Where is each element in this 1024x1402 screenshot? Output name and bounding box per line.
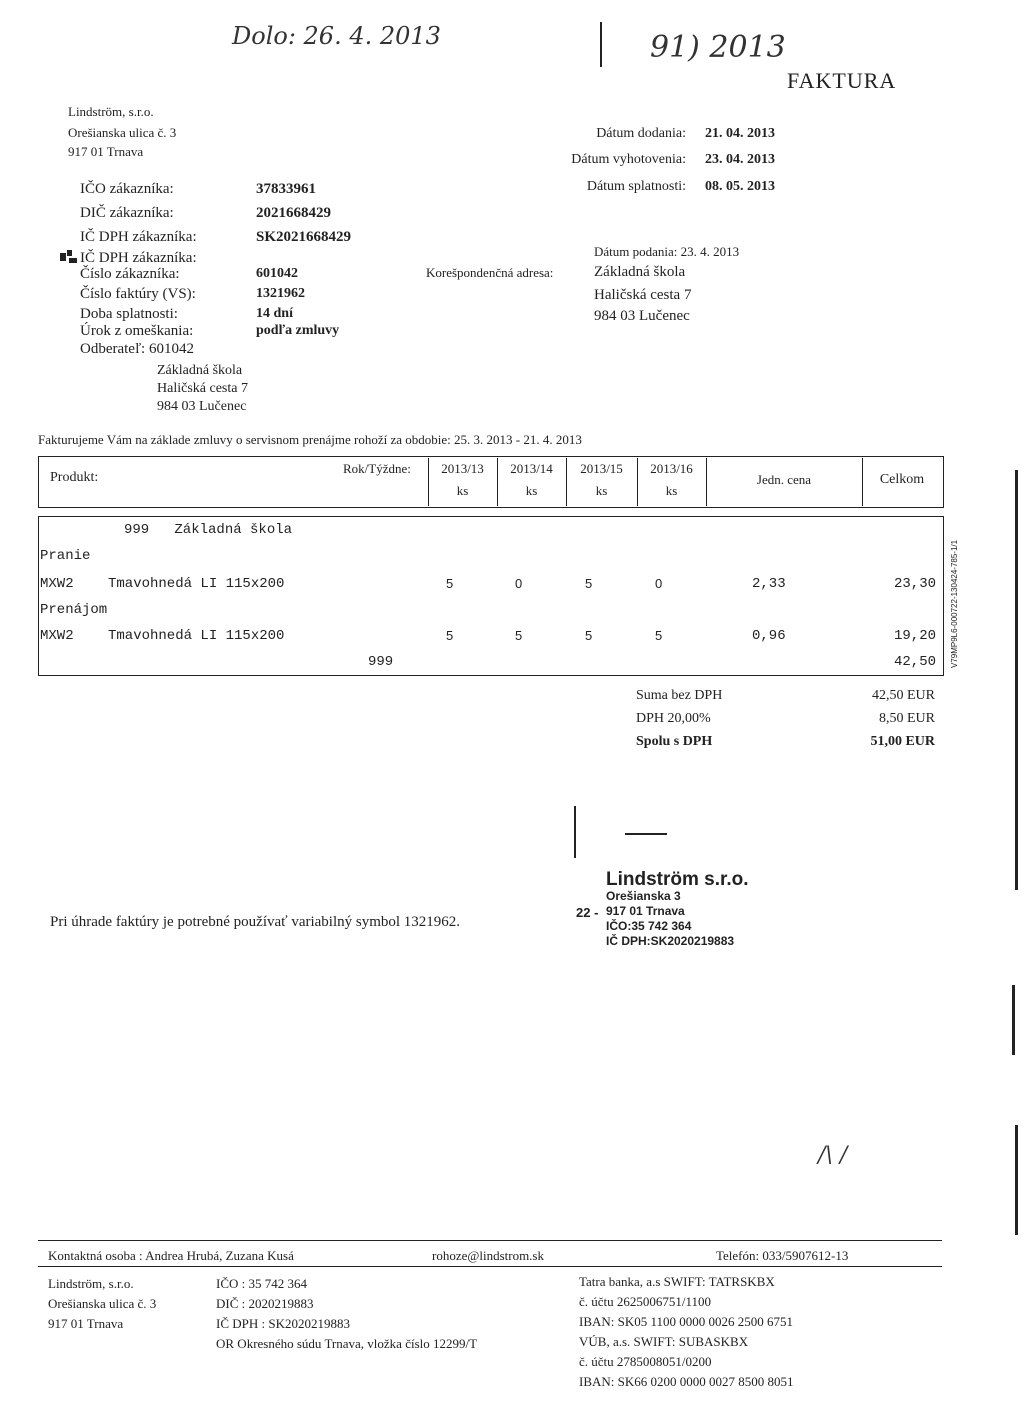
issue-date-value: 23. 04. 2013: [705, 152, 775, 167]
customer-icdph-label: IČ DPH zákazníka:: [80, 229, 197, 245]
vat-label: DPH 20,00%: [636, 711, 711, 726]
delivery-date-value: 21. 04. 2013: [705, 126, 775, 141]
correspondence-name: Základná škola: [594, 264, 686, 280]
correspondence-city: 984 03 Lučenec: [594, 308, 690, 324]
scan-edge-line: [1015, 470, 1018, 890]
net-label: Suma bez DPH: [636, 688, 723, 703]
payment-term-value: 14 dní: [256, 306, 293, 321]
correspondence-street: Haličská cesta 7: [594, 287, 692, 303]
footer-register: OR Okresného súdu Trnava, vložka číslo 12299/T: [216, 1336, 478, 1351]
handwritten-signature-mark: /\ /: [818, 1143, 848, 1168]
invoice-title: FAKTURA: [787, 68, 897, 93]
side-document-code: V79MP9L6-000722-130424-785-1/1: [950, 539, 959, 668]
footer-phone: Telefón: 033/5907612-13: [716, 1248, 849, 1263]
table-body: [38, 516, 944, 676]
handwritten-number-note: 91) 2013: [650, 30, 786, 65]
row2-qty-15: 5: [585, 628, 593, 643]
sum-total: 42,50: [893, 654, 936, 670]
footer-account-2: č. účtu 2785008051/0200: [579, 1354, 712, 1369]
customer-icdph2-label: IČ DPH zákazníka:: [80, 250, 197, 266]
due-date-value: 08. 05. 2013: [705, 179, 775, 194]
customer-icdph-value: SK2021668429: [256, 229, 352, 245]
stamp-city: 917 01 Trnava: [606, 904, 685, 918]
footer-mid-rule: [38, 1266, 942, 1267]
scan-edge-line: [1012, 985, 1015, 1055]
late-interest-label: Úrok z omeškania:: [80, 323, 194, 339]
scan-smudge-mark: [60, 250, 78, 264]
row1-description: Tmavohnedá LI 115x200: [108, 576, 285, 592]
customer-ico-label: IČO zákazníka:: [80, 181, 174, 197]
footer-dic: DIČ : 2020219883: [216, 1296, 314, 1311]
footer-contact: Kontaktná osoba : Andrea Hrubá, Zuzana Kusá: [48, 1248, 294, 1263]
stamp-company-name: Lindström s.r.o.: [606, 869, 749, 890]
footer-company-street: Orešianska ulica č. 3: [48, 1296, 157, 1311]
header-total: Celkom: [879, 472, 925, 487]
scan-line-mark: [574, 806, 576, 858]
correspondence-label: Korešpondenčná adresa:: [426, 265, 554, 280]
payment-note: Pri úhrade faktúry je potrebné používať variabilný symbol 1321962.: [50, 914, 461, 930]
customer-number-label: Číslo zákazníka:: [80, 266, 180, 282]
stamp-street: Orešianska 3: [606, 889, 681, 903]
stamp-ico: IČO:35 742 364: [606, 919, 692, 933]
seller-name: Lindström, s.r.o.: [68, 104, 154, 119]
footer-email: rohoze@lindstrom.sk: [432, 1248, 544, 1263]
header-unit: ks: [595, 483, 608, 498]
late-interest-value: podľa zmluvy: [256, 323, 340, 338]
scan-edge-line: [1015, 1125, 1018, 1235]
row2-code: MXW2: [40, 628, 74, 644]
header-product: Produkt:: [50, 470, 99, 485]
handwritten-date-note: Dolo: 26. 4. 2013: [232, 22, 441, 50]
buyer-city: 984 03 Lučenec: [157, 399, 247, 414]
row1-code: MXW2: [40, 576, 74, 592]
row2-qty-16: 5: [655, 628, 663, 643]
invoice-number-label: Číslo faktúry (VS):: [80, 286, 196, 302]
billing-period-text: Fakturujeme Vám na základe zmluvy o servisnom prenájme rohoží za obdobie: 25. 3. 2013 - 21. 4. 2013: [38, 432, 582, 447]
delivery-date-label: Dátum dodania:: [596, 126, 686, 141]
footer-account-1: č. účtu 2625006751/1100: [579, 1294, 712, 1309]
row2-description: Tmavohnedá LI 115x200: [108, 628, 285, 644]
payment-term-label: Doba splatnosti:: [80, 306, 178, 322]
header-week-13: 2013/13: [441, 461, 484, 476]
seller-city: 917 01 Trnava: [68, 144, 144, 159]
footer-ico: IČO : 35 742 364: [216, 1276, 307, 1291]
customer-line: 999 Základná škola: [124, 522, 293, 538]
footer-iban-1: IBAN: SK05 1100 0000 0026 2500 6751: [579, 1314, 794, 1329]
footer-icdph: IČ DPH : SK2020219883: [216, 1316, 350, 1331]
vat-value: 8,50 EUR: [879, 711, 935, 726]
header-unit: ks: [665, 483, 678, 498]
buyer-label: Odberateľ: 601042: [80, 341, 194, 357]
row1-total: 23,30: [893, 576, 936, 592]
due-date-label: Dátum splatnosti:: [586, 179, 686, 194]
header-year-week: Rok/Týždne:: [343, 461, 411, 476]
invoice-number-value: 1321962: [256, 286, 305, 301]
customer-ico-value: 37833961: [256, 181, 316, 197]
customer-dic-value: 2021668429: [256, 205, 331, 221]
row2-qty-14: 5: [515, 628, 523, 643]
footer-company-city: 917 01 Trnava: [48, 1316, 124, 1331]
stamp-prefix: 22 -: [576, 905, 599, 920]
row1-qty-13: 5: [446, 576, 454, 591]
row1-unit-price: 2,33: [752, 576, 786, 592]
row1-qty-16: 0: [655, 576, 663, 591]
issue-date-label: Dátum vyhotovenia:: [571, 152, 686, 167]
submit-date: Dátum podania: 23. 4. 2013: [594, 244, 740, 259]
footer-top-rule: [38, 1240, 942, 1241]
row2-unit-price: 0,96: [752, 628, 786, 644]
row1-qty-15: 5: [585, 576, 593, 591]
header-week-14: 2013/14: [510, 461, 553, 476]
row2-total: 19,20: [893, 628, 936, 644]
row1-qty-14: 0: [515, 576, 523, 591]
buyer-name: Základná škola: [157, 363, 243, 378]
header-unit-price: Jedn. cena: [756, 472, 812, 487]
buyer-street: Haličská cesta 7: [157, 381, 248, 396]
top-tick-mark: [600, 22, 602, 67]
gross-value: 51,00 EUR: [870, 734, 935, 749]
header-week-16: 2013/16: [650, 461, 693, 476]
seller-street: Orešianska ulica č. 3: [68, 125, 177, 140]
net-value: 42,50 EUR: [872, 688, 935, 703]
footer-bank-2: VÚB, a.s. SWIFT: SUBASKBX: [579, 1334, 749, 1349]
footer-company-name: Lindström, s.r.o.: [48, 1276, 134, 1291]
scan-line-mark: [625, 833, 667, 835]
footer-bank-1: Tatra banka, a.s SWIFT: TATRSKBX: [579, 1274, 775, 1289]
section-rental: Prenájom: [40, 602, 108, 618]
gross-label: Spolu s DPH: [636, 734, 713, 749]
section-washing: Pranie: [40, 548, 91, 564]
row2-qty-13: 5: [446, 628, 454, 643]
customer-number-value: 601042: [256, 266, 298, 281]
sum-code: 999: [368, 654, 394, 670]
header-unit: ks: [525, 483, 538, 498]
header-unit: ks: [456, 483, 469, 498]
customer-dic-label: DIČ zákazníka:: [80, 205, 174, 221]
footer-iban-2: IBAN: SK66 0200 0000 0027 8500 8051: [579, 1374, 794, 1389]
stamp-icdph: IČ DPH:SK2020219883: [606, 934, 735, 948]
header-week-15: 2013/15: [580, 461, 623, 476]
